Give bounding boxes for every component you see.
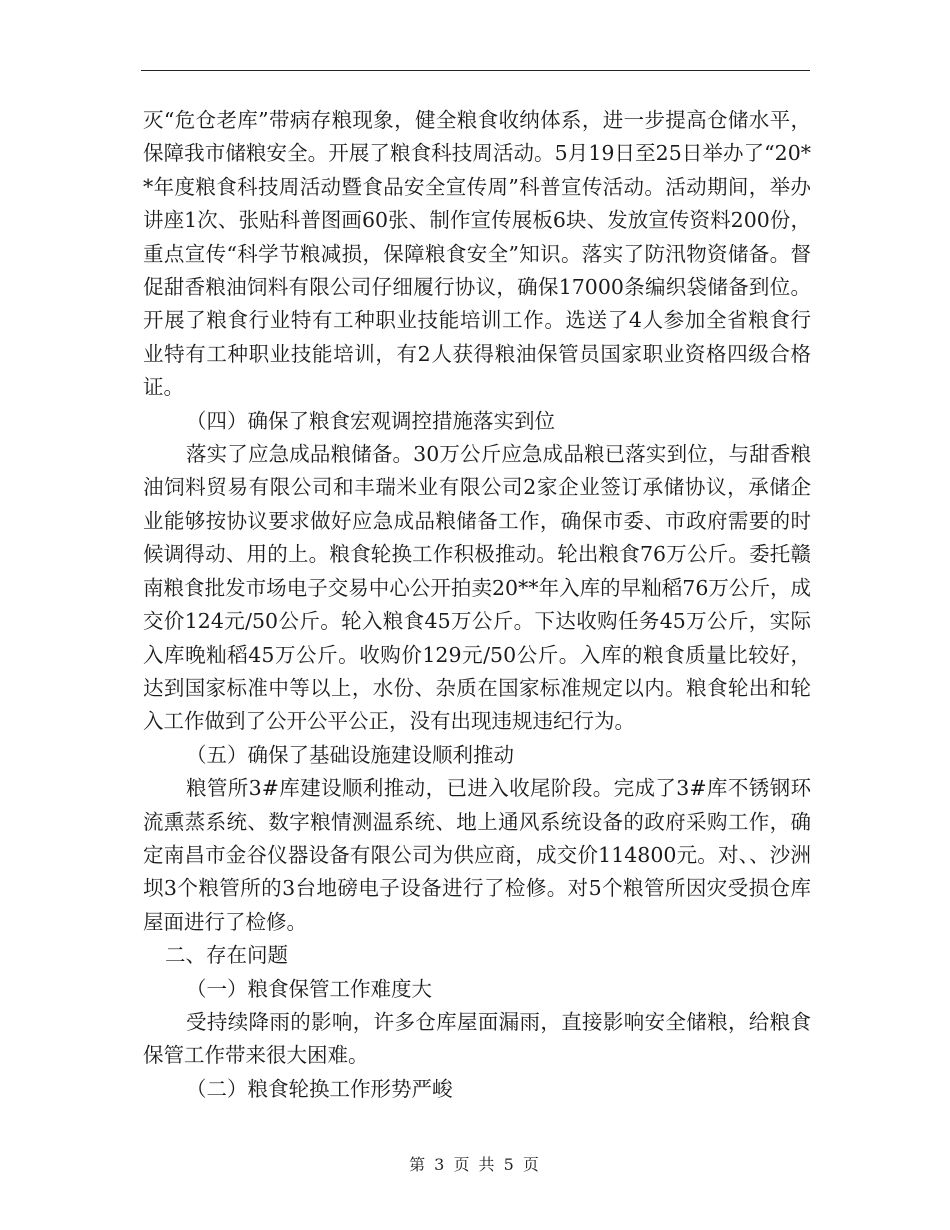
subheading-rotation-situation: （二）粮食轮换工作形势严峻 [186,1076,453,1101]
paragraph-emergency-reserve: 落实了应急成品粮储备。30万公斤应急成品粮已落实到位，与甜香粮油饲料贸易有限公司和丰瑞米业有限公司2家企业签订承储协议，承储企业能够按协议要求做好应急成品粮储备工作，确保市委、市政府需要的时候调得动、用的上。粮食轮换工作积极推动。轮出粮食76万公斤。委托赣南粮食批发市场电子交易中心公开拍卖20**年入库的早籼稻76万公斤，成交价124元/50公斤。轮入粮食45万公斤。下达收购任务45万公斤，实际入库晚籼稻45万公斤。收购价129元/50公斤。入库的粮食质量比较好，达到国家标准中等以上，水份、杂质在国家标准规定以内。粮食轮出和轮入工作做到了公开公平公正，没有出现违规违纪行为。 [143,442,811,734]
header-rule [141,70,810,71]
section-heading-5: （五）确保了基础设施建设顺利推动 [186,742,514,767]
paragraph-rain-impact: 受持续降雨的影响，许多仓库屋面漏雨，直接影响安全储粮，给粮食保管工作带来很大困难。 [143,1009,811,1068]
subheading-storage-difficulty: （一）粮食保管工作难度大 [186,976,432,1001]
document-body [143,104,811,1106]
paragraph-infrastructure: 粮管所3#库建设顺利推动，已进入收尾阶段。完成了3#库不锈钢环流熏蒸系统、数字粮情测温系统、地上通风系统设备的政府采购工作，确定南昌市金谷仪器设备有限公司为供应商，成交价114800元。对、、沙洲坝3个粮管所的3台地磅电子设备进行了检修。对5个粮管所因灾受损仓库屋面进行了检修。 [143,776,811,934]
chapter-heading-problems: 二、存在问题 [165,943,288,968]
section-heading-4: （四）确保了粮食宏观调控措施落实到位 [186,408,555,433]
paragraph-continuation: 灭“危仓老库”带病存粮现象，健全粮食收纳体系，进一步提高仓储水平，保障我市储粮安全。开展了粮食科技周活动。5月19日至25日举办了“20**年度粮食科技周活动暨食品安全宣传周”科普宣传活动。活动期间，举办讲座1次、张贴科普图画60张、制作宣传展板6块、发放宣传资料200份，重点宣传“科学节粮减损，保障粮食安全”知识。落实了防汛物资储备。督促甜香粮油饲料有限公司仔细履行协议，确保17000条编织袋储备到位。开展了粮食行业特有工种职业技能培训工作。选送了4人参加全省粮食行业特有工种职业技能培训，有2人获得粮油保管员国家职业资格四级合格证。 [143,108,811,400]
page-footer: 第 3 页 共 5 页 [409,1155,541,1174]
